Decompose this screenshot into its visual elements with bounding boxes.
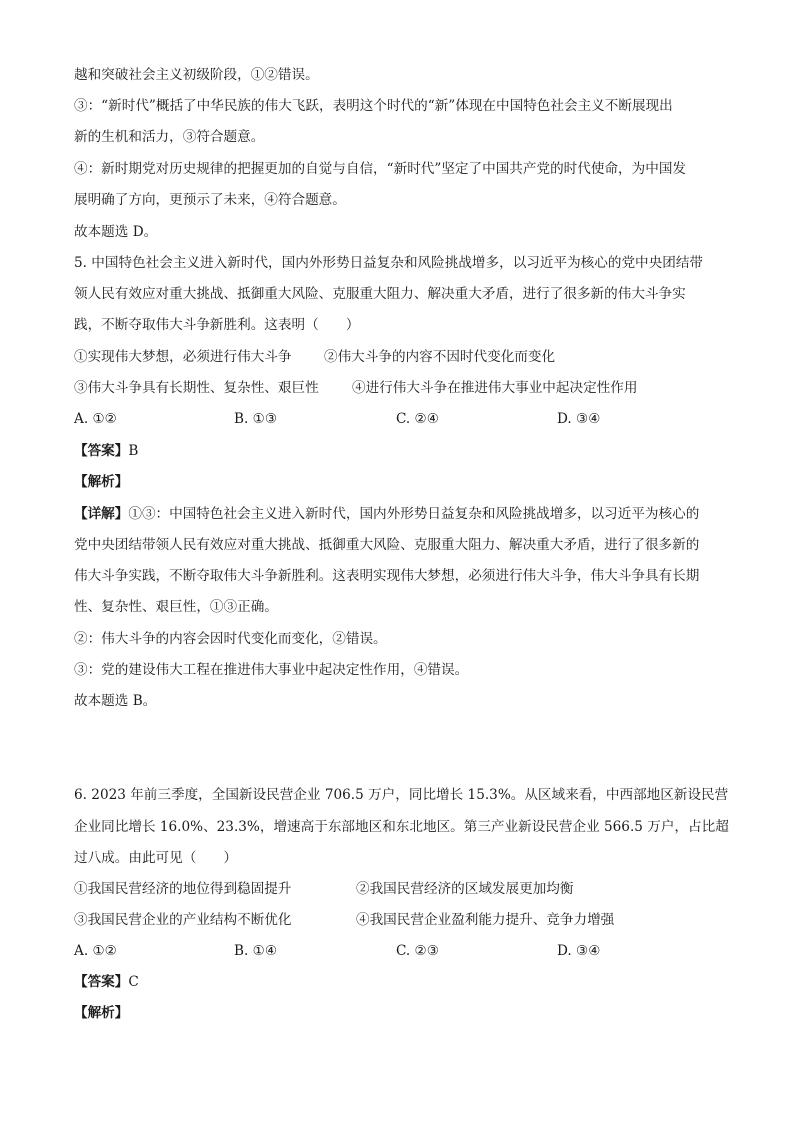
q5-conclusion: 故本题选 B。 xyxy=(74,693,157,709)
q5-stem-line-1: 5. 中国特色社会主义进入新时代，国内外形势日益复杂和风险挑战增多，以习近平为核心的党中央团结带 xyxy=(74,255,704,271)
q5-answer-tag: 【答案】 xyxy=(74,443,129,459)
q6-statement-2: ②我国民营经济的区域发展更加均衡 xyxy=(356,881,574,897)
q5-statement-2: ②伟大斗争的内容不因时代变化而变化 xyxy=(324,349,556,365)
q6-statement-4: ④我国民营企业盈利能力提升、竞争力增强 xyxy=(356,912,615,928)
q5-detail-line-3: 伟大斗争实践，不断夺取伟大斗争新胜利。这表明实现伟大梦想，必须进行伟大斗争，伟大斗争具有长期 xyxy=(74,568,700,584)
q6-option-d: D. ③④ xyxy=(557,943,601,959)
q5-statement-3: ③伟大斗争具有长期性、复杂性、艰巨性 xyxy=(74,380,319,396)
q6-answer-value: C xyxy=(128,974,139,990)
prev-line-4: ④：新时期党对历史规律的把握更加的自觉与自信，“新时代”坚定了中国共产党的时代使命，为中国发 xyxy=(74,161,687,177)
q5-detail-tag: 【详解】 xyxy=(74,506,129,522)
q6-statement-3: ③我国民营企业的产业结构不断优化 xyxy=(74,912,292,928)
q5-detail-line-1 xyxy=(74,505,724,523)
q5-detail-line-4: 性、复杂性、艰巨性，①③正确。 xyxy=(74,599,278,615)
q6-analysis-tag: 【解析】 xyxy=(74,1005,129,1021)
prev-line-3: 新的生机和活力，③符合题意。 xyxy=(74,129,265,145)
q5-analysis-tag: 【解析】 xyxy=(74,474,129,490)
q6-answer-tag: 【答案】 xyxy=(74,974,129,990)
q5-option-b: B. ①③ xyxy=(234,411,278,427)
q5-detail-line-5: ②：伟大斗争的内容会因时代变化而变化，②错误。 xyxy=(74,631,387,647)
q6-answer xyxy=(74,973,139,991)
q6-stem-line-3: 过八成。由此可见（ ） xyxy=(74,850,238,866)
q5-stem-line-2: 领人民有效应对重大挑战、抵御重大风险、克服重大阻力、解决重大矛盾，进行了很多新的伟大斗争实 xyxy=(74,286,686,302)
q6-option-b: B. ①④ xyxy=(234,943,278,959)
q5-answer xyxy=(74,442,138,460)
q5-detail-line-2: 党中央团结带领人民有效应对重大挑战、抵御重大风险、克服重大阻力、解决重大矛盾，进行了很多新的 xyxy=(74,537,700,553)
q6-statement-1: ①我国民营经济的地位得到稳固提升 xyxy=(74,881,292,897)
q5-stem-line-3: 践，不断夺取伟大斗争新胜利。这表明（ ） xyxy=(74,317,360,333)
q5-statement-4: ④进行伟大斗争在推进伟大事业中起决定性作用 xyxy=(352,380,638,396)
prev-line-5: 展明确了方向，更预示了未来，④符合题意。 xyxy=(74,192,346,208)
q6-stem-line-1: 6. 2023 年前三季度，全国新设民营企业 706.5 万户，同比增长 15.3%。从区域来看，中西部地区新设民营 xyxy=(74,787,729,803)
q5-option-c: C. ②④ xyxy=(396,411,439,427)
q5-statement-1: ①实现伟大梦想，必须进行伟大斗争 xyxy=(74,349,292,365)
q5-answer-value: B xyxy=(128,443,139,459)
q5-detail-text-1: ①③：中国特色社会主义进入新时代，国内外形势日益复杂和风险挑战增多，以习近平为核心的 xyxy=(128,506,700,522)
prev-line-2: ③：“新时代”概括了中华民族的伟大飞跃，表明这个时代的“新”体现在中国特色社会主义不断展现出 xyxy=(74,98,673,114)
q6-option-c: C. ②③ xyxy=(396,943,439,959)
q5-option-a: A. ①② xyxy=(74,411,117,427)
q6-stem-line-2: 企业同比增长 16.0%、23.3%，增速高于东部地区和东北地区。第三产业新设民营企业 566.5 万户，占比超 xyxy=(74,819,729,835)
prev-conclusion: 故本题选 D。 xyxy=(74,224,158,240)
prev-line-1: 越和突破社会主义初级阶段，①②错误。 xyxy=(74,67,319,83)
q6-option-a: A. ①② xyxy=(74,943,117,959)
q5-option-d: D. ③④ xyxy=(557,411,601,427)
q5-detail-line-6: ③：党的建设伟大工程在推进伟大事业中起决定性作用，④错误。 xyxy=(74,662,469,678)
